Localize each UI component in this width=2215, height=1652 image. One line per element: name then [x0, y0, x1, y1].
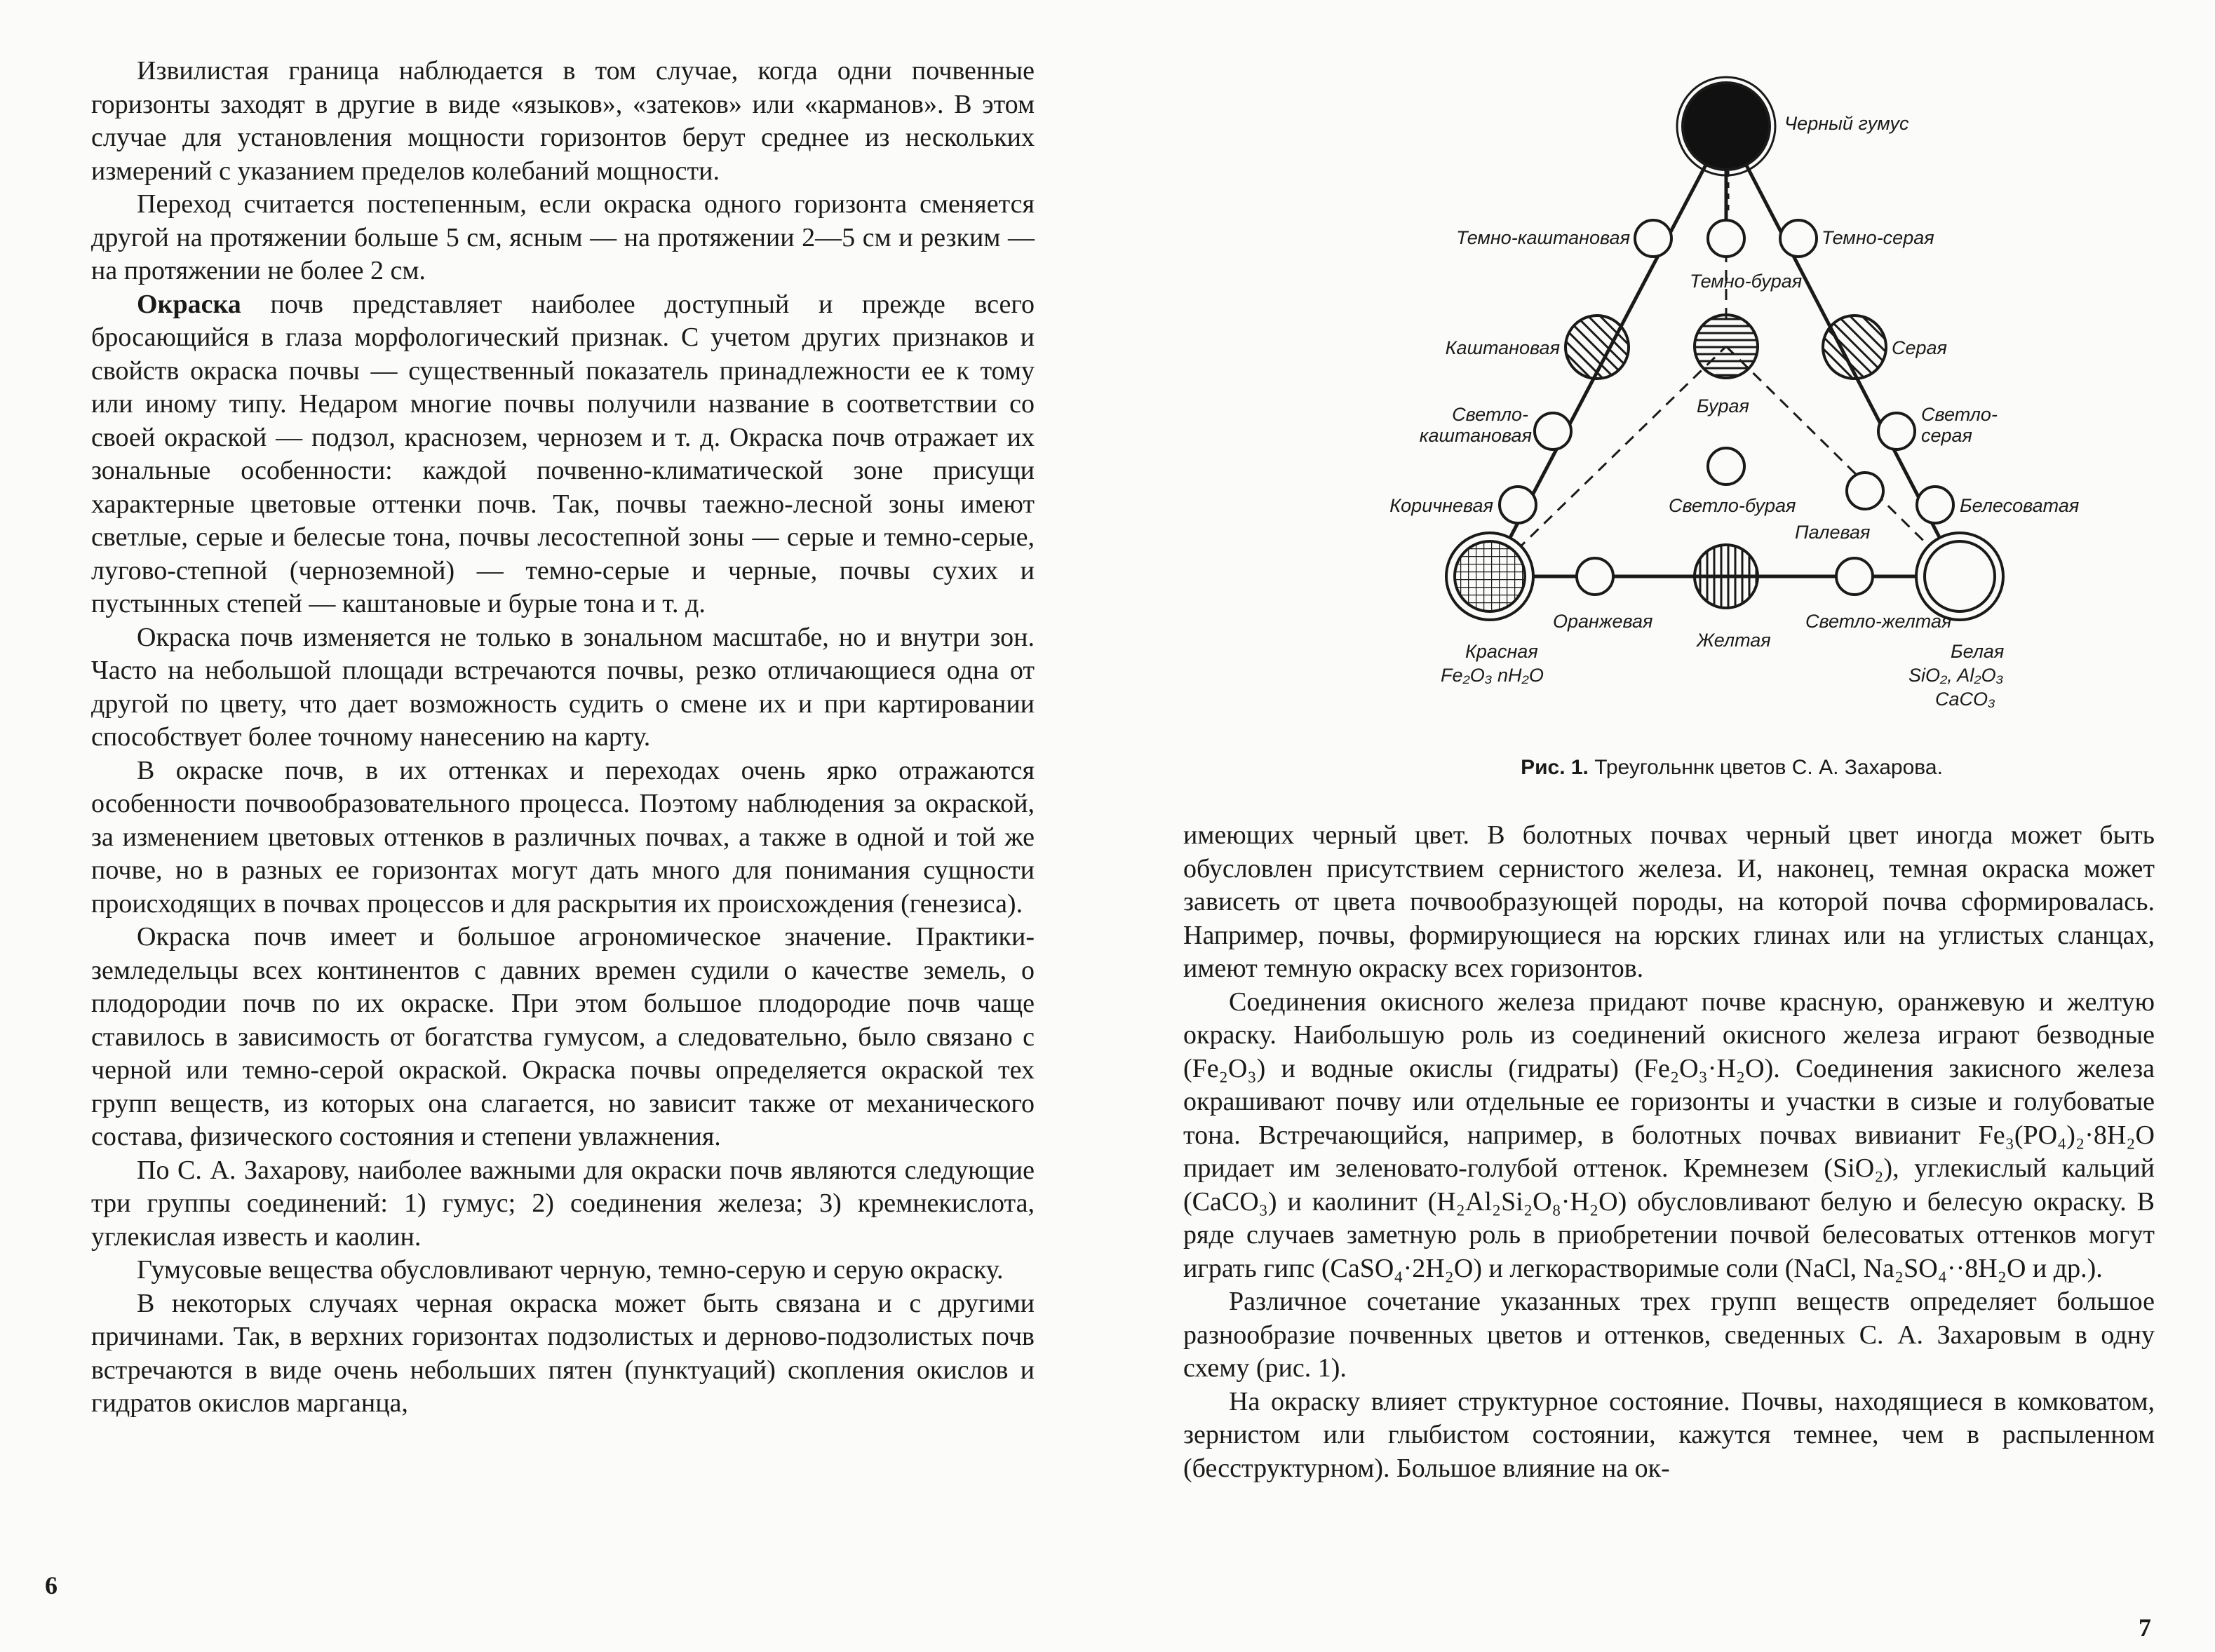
label-brownish: Коричневая — [1389, 495, 1493, 516]
label-chestnut: Каштановая — [1445, 337, 1560, 358]
label-whitish: Белесоватая — [1960, 495, 2080, 516]
circle-brownish — [1500, 487, 1536, 523]
circle-yellow — [1695, 545, 1758, 608]
label-light-chestnut-2: каштановая — [1419, 425, 1532, 446]
circle-black-humus — [1683, 83, 1770, 170]
label-dark-chestnut: Темно-каштановая — [1456, 227, 1630, 248]
paragraph: Окраска почв представляет наиболее доступный и прежде всего бросающийся в глаза морфологический признак. С учетом других признаков и свойств окраска почвы — существенный показатель принадлежности ее к тому или иному типу. Недаром многие почвы получили название в соответствии со своей окраской — подзол, краснозем, чернозем и т. д. Окраска почв отражает их зональные особенности: каждой почвенно-климатической зоне присущи характерные цветовые оттенки почв. Так, почвы таежно-лесной зоны имеют светлые, серые и белесые тона, почвы лесостепной зоны — серые и темно-серые, лугово-степной (черноземной) — темно-серые и черные, почвы сухих и пустынных степей — каштановые и бурые тона и т. д. — [91, 289, 1035, 618]
circle-brown — [1695, 315, 1758, 378]
paragraph: Соединения окисного железа придают почве красную, оранжевую и желтую окраску. Наибольшую роль из соединений окисного железа играют безводные (Fe₂O₃) и водные окислы (гидраты) (Fe₂O₃·H₂O). Соединения закисного железа окрашивают почву или отдельные ее горизонты и участки в сизые и голубоватые тона. Встречающийся, например, в болотных почвах вивианит Fe₃(PO₄)₂·8H₂O придает им зеленовато-голубой оттенок. Кремнезем (SiO₂), углекислый кальций (CaCO₃) и каолинит (H₂Al₂Si₂O₈·H₂O) обусловливают белую и белесую окраску. В ряде случаев заметную роль в приобретении почвой белесоватых оттенков могут играть гипс (CaSO₄·2H₂O) и легкорастворимые соли (NaCl, Na₂SO₄··8H₂O и др.). — [1183, 987, 2155, 1283]
circle-chestnut — [1566, 316, 1629, 379]
label-light-chestnut: Светло- — [1452, 404, 1528, 425]
label-brown: Бурая — [1697, 395, 1749, 417]
paragraph: Переход считается постепенным, если окраска одного горизонта сменяется другой на протяжении больше 5 см, ясным — на протяжении 2—5 см и резким — на протяжении не более 2 см. — [91, 189, 1035, 285]
label-red: Красная — [1465, 641, 1538, 662]
label-light-gray-2: серая — [1921, 425, 1972, 446]
figure-caption: Рис. 1. Треугольннк цветов С. А. Захарова. — [1521, 756, 1943, 779]
zakharov-color-triangle — [1360, 70, 2103, 743]
label-yellow: Желтая — [1697, 630, 1771, 651]
paragraph: В окраске почв, в их оттенках и переходах очень ярко отражаются особенности почвообразовательного процесса. Поэтому наблюдения за окраской, за изменением цветовых оттенков в различных почвах, а также в одной и той же почве, но в разных ее горизонтах могут дать много для понимания сущности происходящих в почвах процессов и для раскрытия их происхождения (генезиса). — [91, 755, 1035, 919]
label-white: Белая — [1951, 641, 2005, 662]
paragraph: Окраска почв имеет и большое агрономическое значение. Практики-земледельцы всех континентов с давних времен судили о качестве земель, о плодородии почв по их окраске. При этом большое плодородие почв чаще ставилось в зависимость от богатства гумусом, а следовательно, было связано с черной или темно-серой окраской. Окраска почвы определяется окраской тех групп веществ, из которых она слагается, но зависит также от механического состава, физического состояния и степени увлажнения. — [91, 922, 1035, 1151]
label-dark-brown: Темно-бурая — [1690, 271, 1803, 292]
circle-pale — [1847, 473, 1883, 509]
circle-light-gray — [1878, 413, 1915, 449]
label-white-formula: SiO₂, Al₂O₃ — [1908, 665, 2004, 686]
paragraph: Извилистая граница наблюдается в том случае, когда одни почвенные горизонты заходят в другие в виде «языков», «затеков» или «карманов». В этом случае для установления мощности горизонтов берут среднее из нескольких измерений с указанием пределов колебаний мощности. — [91, 56, 1035, 186]
left-text-column — [91, 55, 1035, 1421]
label-orange: Оранжевая — [1553, 611, 1653, 632]
circle-light-chestnut — [1535, 413, 1571, 449]
label-black-humus: Черный гумус — [1784, 113, 1909, 134]
circle-light-brown — [1708, 448, 1744, 485]
label-dark-gray: Темно-серая — [1822, 227, 1934, 248]
paragraph: В некоторых случаях черная окраска может быть связана и с другими причинами. Так, в верхних горизонтах подзолистых и дерново-подзолистых почв встречаются в виде очень небольших пятен (пунктуаций) скопления окислов и гидратов окислов марганца, — [91, 1288, 1035, 1418]
right-text-column — [1183, 819, 2155, 1485]
label-light-gray: Светло- — [1921, 404, 1998, 425]
page-number-left: 6 — [45, 1571, 58, 1599]
right-page — [1108, 0, 2215, 1652]
label-light-yellow: Светло-желтая — [1805, 611, 1952, 632]
paragraph: Различное сочетание указанных трех групп веществ определяет большое разнообразие почвенных цветов и оттенков, сведенных С. А. Захаровым в одну схему (рис. 1). — [1183, 1287, 2155, 1383]
label-pale: Палевая — [1795, 522, 1871, 543]
paragraph: Окраска почв изменяется не только в зональном масштабе, но и внутри зон. Часто на небольшой площади встречаются почвы, резко отличающиеся одна от другой по цвету, что дает возможность судить о смене их и при картировании способствует более точному нанесению на карту. — [91, 622, 1035, 752]
label-light-brown: Светло-бурая — [1669, 495, 1796, 516]
label-white-formula-2: CaCO₃ — [1935, 689, 1995, 710]
label-gray: Серая — [1892, 337, 1947, 358]
term-okraska: Окраска — [137, 289, 241, 319]
circle-light-yellow — [1836, 558, 1873, 595]
circle-dark-brown — [1708, 220, 1744, 257]
circle-dark-gray — [1780, 220, 1817, 257]
page-number-right: 7 — [2139, 1613, 2151, 1641]
circle-gray — [1823, 316, 1886, 379]
paragraph: По С. А. Захарову, наиболее важными для окраски почв являются следующие три группы соединений: 1) гумус; 2) соединения железа; 3) кремнекислота, углекислая известь и каолин. — [91, 1155, 1035, 1252]
circle-whitish — [1917, 487, 1953, 523]
paragraph-continuation: имеющих черный цвет. В болотных почвах черный цвет иногда может быть обусловлен присутствием сернистого железа. И, наконец, темная окраска может зависеть от цвета почвообразующей породы, на которой почва сформировалась. Например, почвы, формирующиеся на юрских глинах или на углистых сланцах, имеют темную окраску всех горизонтов. — [1183, 820, 2155, 983]
paragraph: Гумусовые вещества обусловливают черную, темно-серую и серую окраску. — [137, 1255, 1004, 1285]
paragraph: На окраску влияет структурное состояние. Почвы, находящиеся в комковатом, зернистом или глыбистом состоянии, кажутся темнее, чем в распыленном (бесструктурном). Большое влияние на ок- — [1183, 1386, 2155, 1483]
circle-dark-chestnut — [1635, 220, 1671, 257]
circle-orange — [1577, 558, 1613, 595]
label-red-formula: Fe₂O₃ nH₂O — [1441, 665, 1544, 686]
